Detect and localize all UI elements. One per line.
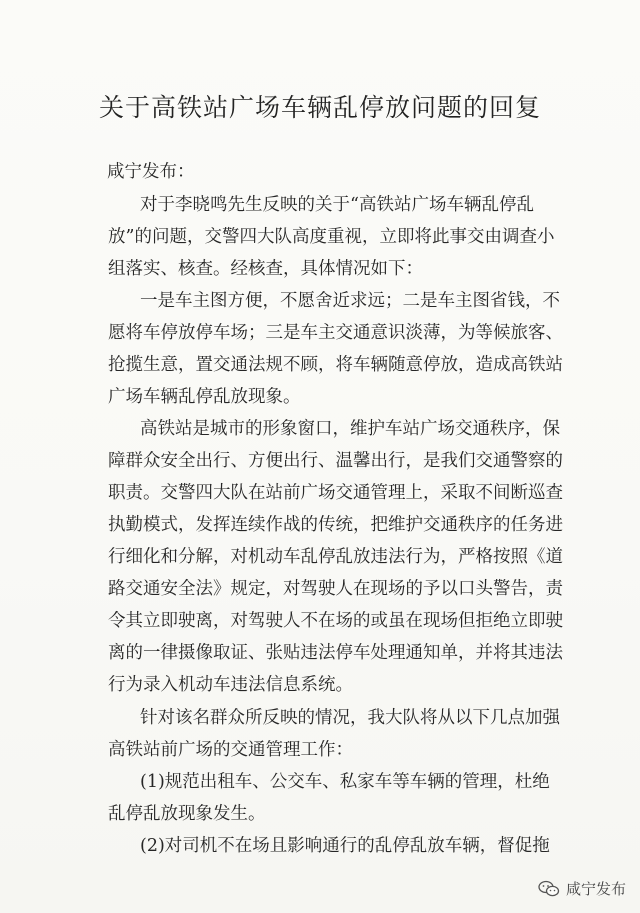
body-line: 职责。交警四大队在站前广场交通管理上，采取不间断巡查	[108, 483, 563, 503]
watermark	[538, 878, 626, 899]
addressee: 咸宁发布：	[107, 162, 195, 182]
body-line: 一是车主图方便，不愿舍近求远；二是车主图省钱，不	[140, 291, 560, 311]
body-line: 针对该名群众所反映的情况，我大队将从以下几点加强	[140, 708, 560, 728]
body-line: 广场车辆乱停乱放现象。	[108, 387, 301, 407]
body-line: 行细化和分解，对机动车乱停乱放违法行为，严格按照《道	[108, 547, 563, 567]
body-line: 高铁站是城市的形象窗口，维护车站广场交通秩序，保	[140, 419, 560, 439]
body-line: 抢揽生意，置交通法规不顾，将车辆随意停放，造成高铁站	[108, 355, 563, 375]
body-line: 行为录入机动车违法信息系统。	[108, 675, 353, 695]
body-line: (2)对司机不在场且影响通行的乱停乱放车辆，督促拖	[140, 836, 550, 856]
body-line: 愿将车停放停车场；三是车主交通意识淡薄，为等候旅客、	[108, 323, 563, 343]
body-line: 离的一律摄像取证、张贴违法停车处理通知单，并将其违法	[108, 643, 563, 663]
body-line: 组落实、核查。经核查，具体情况如下：	[108, 259, 423, 279]
body-line: (1)规范出租车、公交车、私家车等车辆的管理，杜绝	[140, 772, 550, 792]
body-line: 乱停乱放现象发生。	[108, 804, 266, 824]
body-line: 对于李晓鸣先生反映的关于“高铁站广场车辆乱停乱	[140, 195, 534, 215]
body-line: 令其立即驶离，对驾驶人不在场的或虽在现场但拒绝立即驶	[108, 611, 563, 631]
body-line: 障群众安全出行、方便出行、温馨出行，是我们交通警察的	[108, 451, 563, 471]
body-line: 路交通安全法》规定，对驾驶人在现场的予以口头警告，责	[108, 579, 563, 599]
body-line: 放”的问题，交警四大队高度重视，立即将此事交由调查小	[108, 227, 555, 247]
body-line: 高铁站前广场的交通管理工作：	[108, 740, 353, 760]
document-title: 关于高铁站广场车辆乱停放问题的回复	[98, 93, 541, 122]
body-line: 执勤模式，发挥连续作战的传统，把维护交通秩序的任务进	[108, 515, 563, 535]
watermark-text: 咸宁发布	[565, 880, 626, 898]
wechat-icon	[538, 880, 560, 898]
